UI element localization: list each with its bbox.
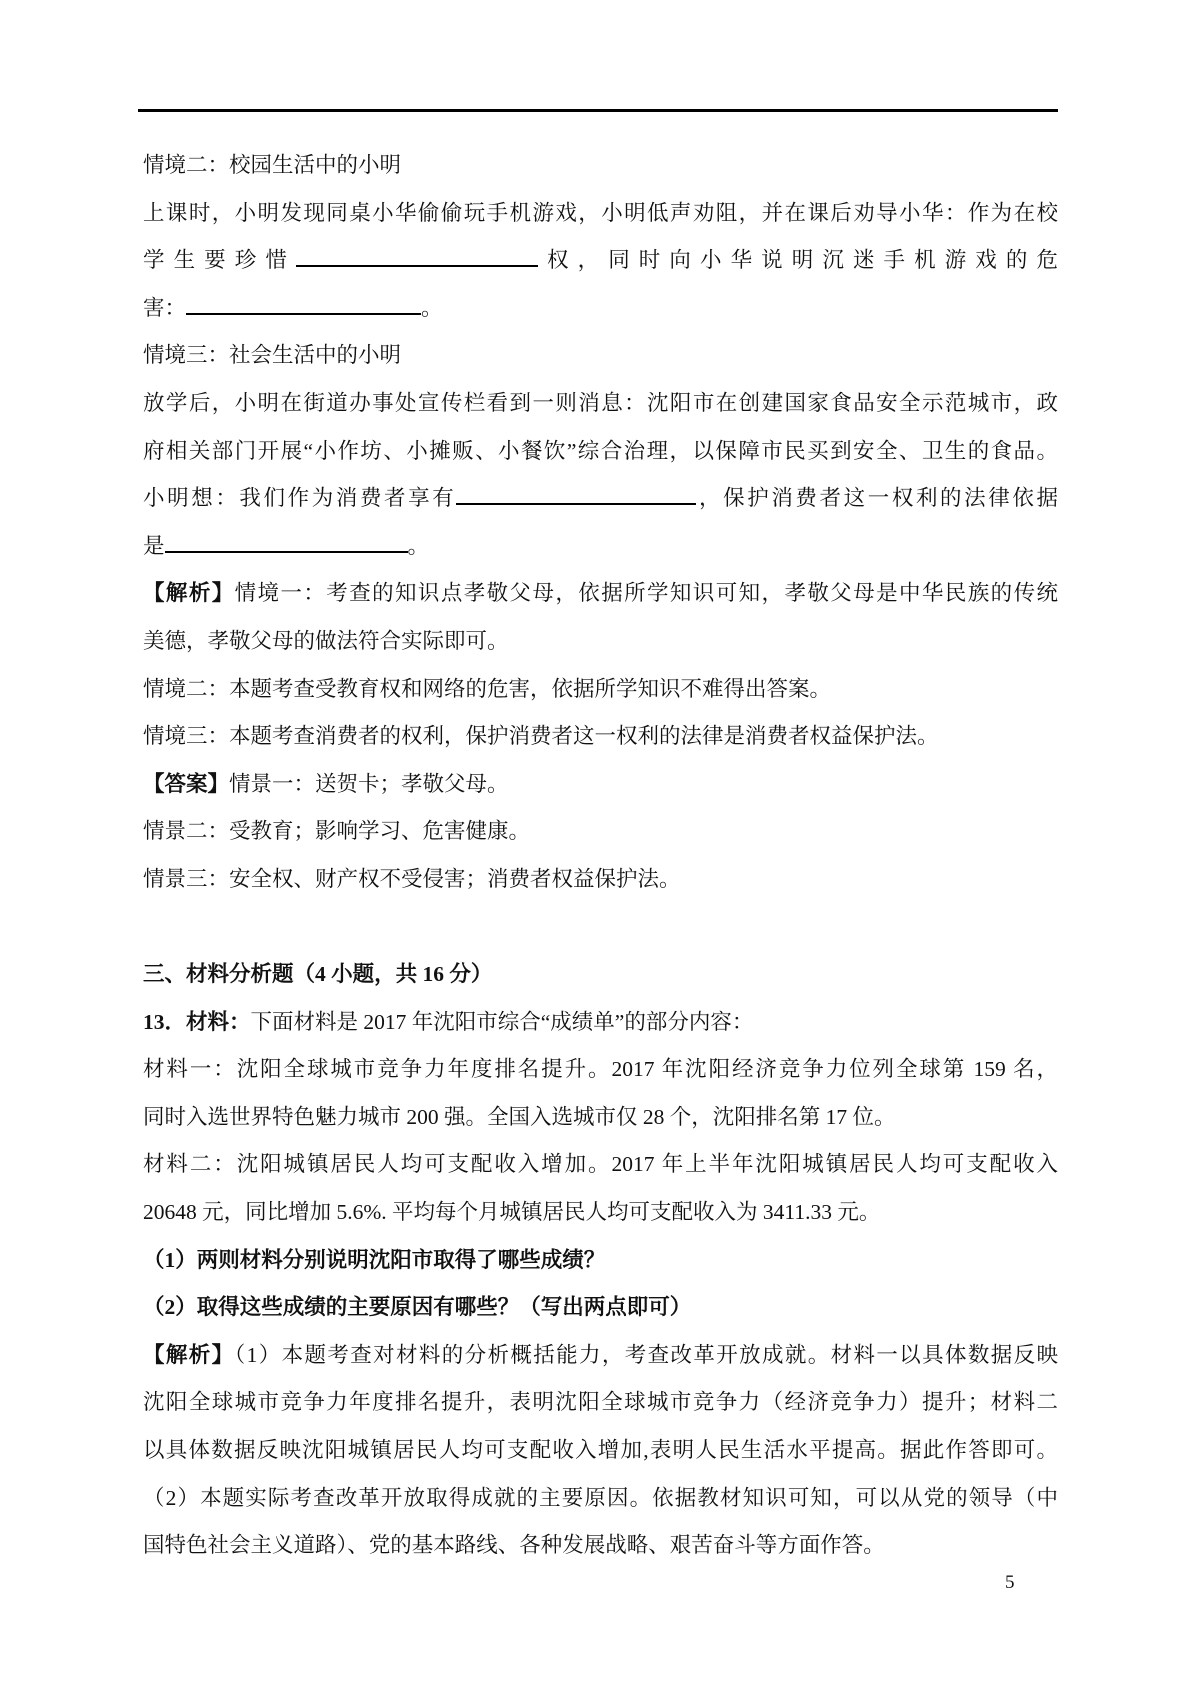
bold-text-segment: 【解析】 <box>143 581 235 606</box>
text-segment: 情境三：社会生活中的小明 <box>143 343 402 368</box>
text-line <box>143 332 1058 380</box>
text-line <box>143 1332 1058 1380</box>
text-line <box>143 142 1058 190</box>
text-segment: 府相关部门开展“小作坊、小摊贩、小餐饮”综合治理，以保障市民买到安全、卫生的食品。 <box>143 438 1058 463</box>
document-body <box>143 142 1058 1570</box>
text-segment: 国特色社会主义道路）、党的基本路线、各种发展战略、艰苦奋斗等方面作答。 <box>143 1533 885 1558</box>
text-line <box>143 1427 1058 1475</box>
text-segment: 放学后，小明在街道办事处宣传栏看到一则消息：沈阳市在创建国家食品安全示范城市，政 <box>143 390 1058 415</box>
text-segment: 美德，孝敬父母的做法符合实际即可。 <box>143 628 509 653</box>
text-line <box>143 1379 1058 1427</box>
text-segment: ，保护消费者这一权利的法律依据 <box>696 486 1058 511</box>
text-line <box>143 190 1058 238</box>
text-line <box>143 713 1058 761</box>
text-line <box>143 618 1058 666</box>
text-line <box>143 951 1058 999</box>
bold-text-segment: （1）两则材料分别说明沈阳市取得了哪些成绩？ <box>143 1247 606 1272</box>
text-line <box>143 1189 1058 1237</box>
text-line <box>143 856 1058 904</box>
text-segment: 害： <box>143 295 187 320</box>
text-segment: 情境三：本题考查消费者的权利，保护消费者这一权利的法律是消费者权益保护法。 <box>143 724 939 749</box>
text-line <box>143 999 1058 1047</box>
answer-blank <box>165 529 408 553</box>
text-segment: 情景三：安全权、财产权不受侵害；消费者权益保护法。 <box>143 866 681 891</box>
text-segment: 情境二：校园生活中的小明 <box>143 153 402 177</box>
text-segment: 情境一：考查的知识点孝敬父母，依据所学知识可知，孝敬父母是中华民族的传统 <box>234 581 1058 606</box>
text-segment: 。 <box>421 295 443 320</box>
text-line <box>143 380 1058 428</box>
text-line <box>143 666 1058 714</box>
text-segment: 下面材料是 2017 年沈阳市综合“成绩单”的部分内容： <box>250 1009 754 1034</box>
text-line <box>143 237 1058 285</box>
text-segment: 是 <box>143 533 165 558</box>
text-segment: （2）本题实际考查改革开放取得成就的主要原因。依据教材知识可知，可以从党的领导（中 <box>143 1485 1058 1510</box>
bold-text-segment: 13．材料： <box>143 1009 251 1034</box>
text-line <box>143 1522 1058 1570</box>
text-segment: 材料一：沈阳全球城市竞争力年度排名提升。2017 年沈阳经济竞争力位列全球第 159 名， <box>143 1057 1058 1082</box>
text-segment: 同时入选世界特色魅力城市 200 强。全国入选城市仅 28 个，沈阳排名第 17 位。 <box>143 1104 896 1129</box>
text-line <box>143 428 1058 476</box>
text-segment: 情景二：受教育；影响学习、危害健康。 <box>143 819 531 844</box>
blank-line <box>143 904 1058 952</box>
answer-blank <box>186 291 421 315</box>
text-segment: 上课时，小明发现同桌小华偷偷玩手机游戏，小明低声劝阻，并在课后劝导小华：作为在校 <box>143 200 1058 225</box>
text-segment: 情境二：本题考查受教育权和网络的危害，依据所学知识不难得出答案。 <box>143 676 832 701</box>
bold-text-segment: （2）取得这些成绩的主要原因有哪些？（写出两点即可） <box>143 1295 692 1320</box>
text-segment: （1）本题考查对材料的分析概括能力，考查改革开放成就。材料一以具体数据反映 <box>234 1342 1058 1367</box>
text-segment: 情景一：送贺卡；孝敬父母。 <box>229 771 509 796</box>
text-line <box>143 1046 1058 1094</box>
text-segment: 小明想：我们作为消费者享有 <box>143 486 457 511</box>
page-number: 5 <box>1005 1572 1015 1593</box>
text-line <box>143 1475 1058 1523</box>
text-line <box>143 808 1058 856</box>
text-segment: 权，同时向小华说明沉迷手机游戏的危 <box>537 248 1058 273</box>
text-line <box>143 475 1058 523</box>
bold-text-segment: 【解析】 <box>143 1342 235 1367</box>
text-line <box>143 1237 1058 1285</box>
text-line <box>143 1284 1058 1332</box>
text-segment: 材料二：沈阳城镇居民人均可支配收入增加。2017 年上半年沈阳城镇居民人均可支配收入 <box>143 1152 1058 1177</box>
bold-text-segment: 【答案】 <box>143 771 230 796</box>
text-segment: 。 <box>407 533 430 558</box>
text-line <box>143 1141 1058 1189</box>
text-segment: 学生要珍惜 <box>143 248 296 273</box>
text-line <box>143 285 1058 333</box>
text-line <box>143 570 1058 618</box>
answer-blank <box>456 482 696 506</box>
answer-blank <box>296 244 538 268</box>
bold-text-segment: 三、材料分析题（4 小题，共 16 分） <box>143 962 493 987</box>
text-line <box>143 1094 1058 1142</box>
text-line <box>143 761 1058 809</box>
text-segment: 以具体数据反映沈阳城镇居民人均可支配收入增加,表明人民生活水平提高。据此作答即可。 <box>143 1438 1058 1463</box>
text-line <box>143 523 1058 571</box>
text-segment: 20648 元，同比增加 5.6%. 平均每个月城镇居民人均可支配收入为 3411.33 元。 <box>143 1200 881 1225</box>
text-segment: 沈阳全球城市竞争力年度排名提升，表明沈阳全球城市竞争力（经济竞争力）提升；材料二 <box>143 1390 1058 1415</box>
header-rule <box>138 109 1058 112</box>
